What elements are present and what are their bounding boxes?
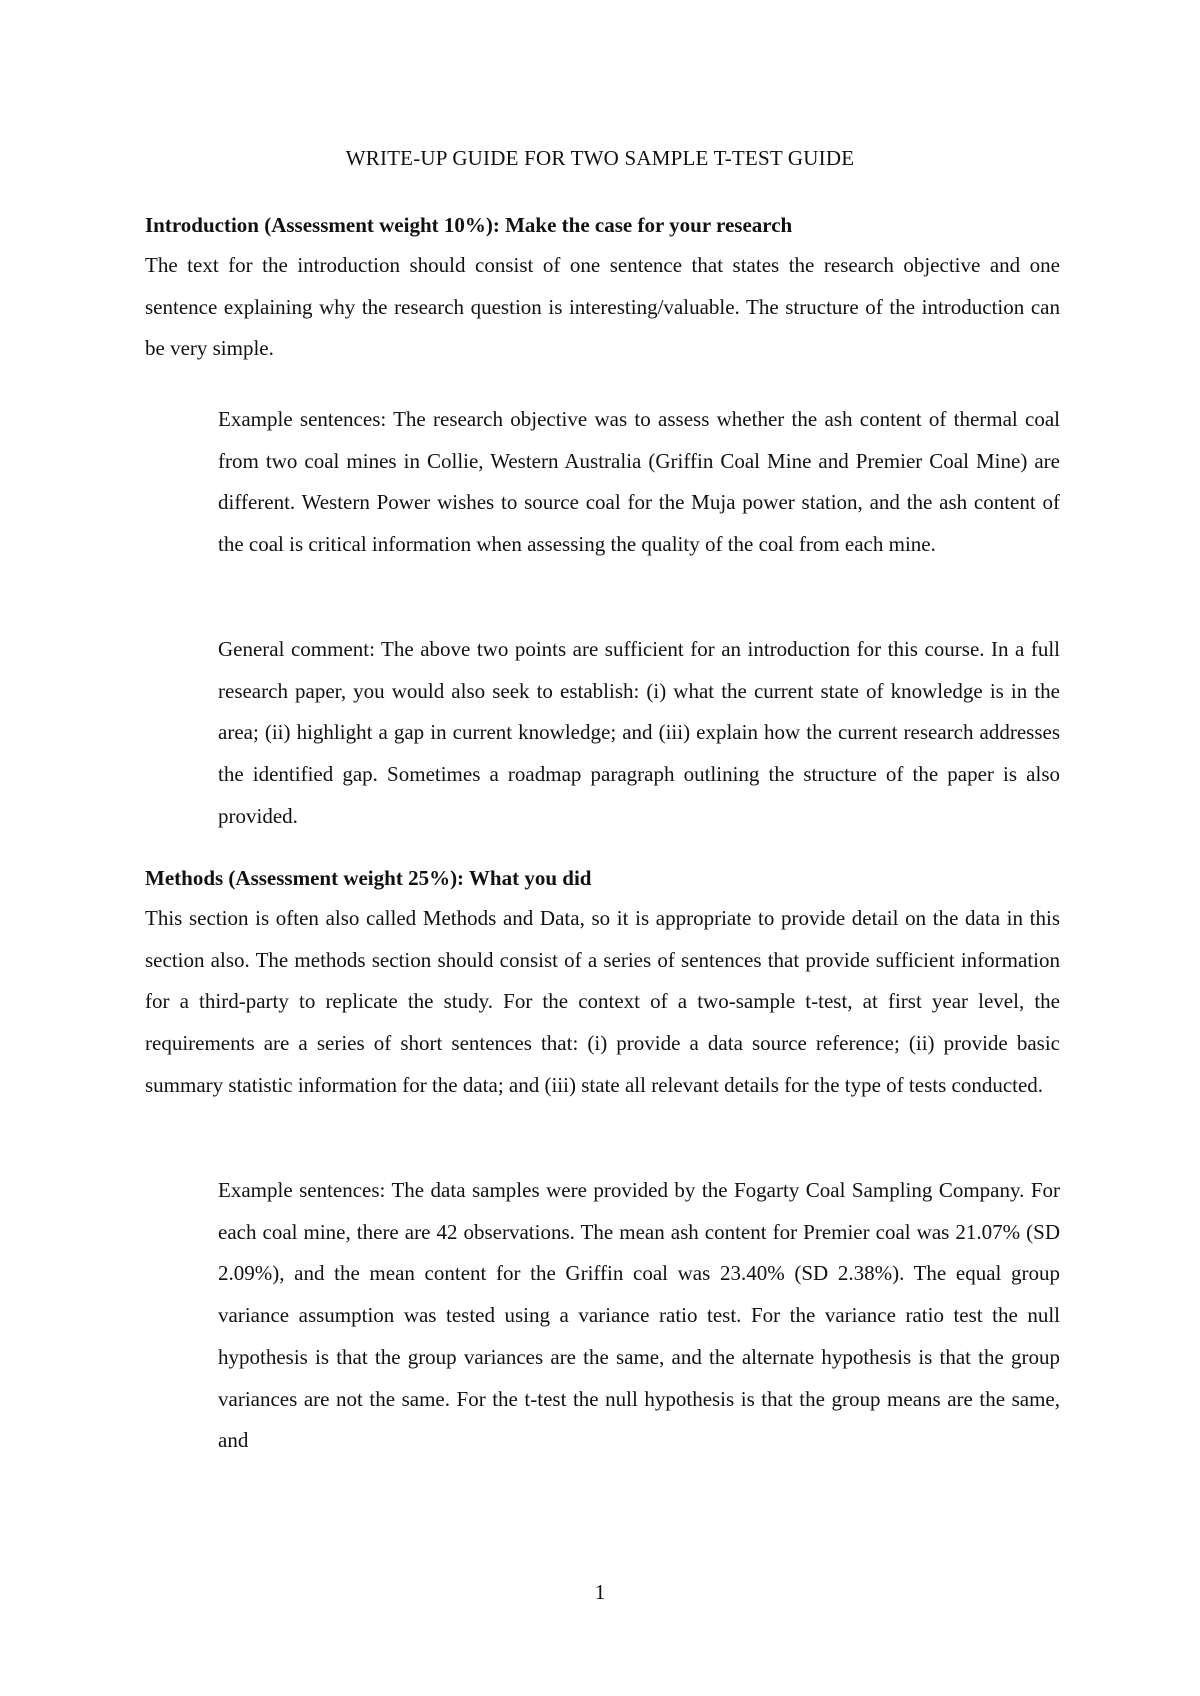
introduction-example: Example sentences: The research objective was to assess whether the ash content of thermal coal from two coal mines in Collie, Western Australia (Griffin Coal Mine and Premier Coal Mine) are different. Western Power wishes to source coal for the Muja power station, and the ash content of the coal is critical information when assessing the quality of the coal from each mine.	[218, 407, 1060, 557]
introduction-comment: General comment: The above two points are sufficient for an introduction for this course. In a full research paper, you would also seek to establish: (i) what the current state of knowledge is in the area; (ii) highlight a gap in current knowledge; and (iii) explain how the current research addresses the identified gap. Sometimes a roadmap paragraph outlining the structure of the paper is also provided.	[218, 637, 1060, 828]
methods-example: Example sentences: The data samples were provided by the Fogarty Coal Sampling Company. For each coal mine, there are 42 observations. The mean ash content for Premier coal was 21.07% (SD 2.09%), and the mean content for the Griffin coal was 23.40% (SD 2.38%). The equal group variance assumption was tested using a variance ratio test. For the variance ratio test the null hypothesis is that the group variances are the same, and the alternate hypothesis is that the group variances are not the same. For the t-test the null hypothesis is that the group means are the same, and	[218, 1178, 1060, 1453]
methods-body: This section is often also called Methods and Data, so it is appropriate to provide detail on the data in this section also. The methods section should consist of a series of sentences that provide sufficient information for a third-party to replicate the study. For the context of a two-sample t-test, at first year level, the requirements are a series of short sentences that: (i) provide a data source reference; (ii) provide basic summary statistic information for the data; and (iii) state all relevant details for the type of tests conducted.	[145, 906, 1060, 1097]
document-title: WRITE-UP GUIDE FOR TWO SAMPLE T-TEST GUIDE	[345, 146, 855, 170]
page-number: 1	[594, 1580, 606, 1604]
introduction-body: The text for the introduction should consist of one sentence that states the research objective and one sentence explaining why the research question is interesting/valuable. The structure of the introduction can be very simple.	[145, 253, 1060, 361]
methods-heading: Methods (Assessment weight 25%): What you did	[145, 866, 592, 890]
introduction-heading: Introduction (Assessment weight 10%): Make the case for your research	[145, 213, 793, 237]
